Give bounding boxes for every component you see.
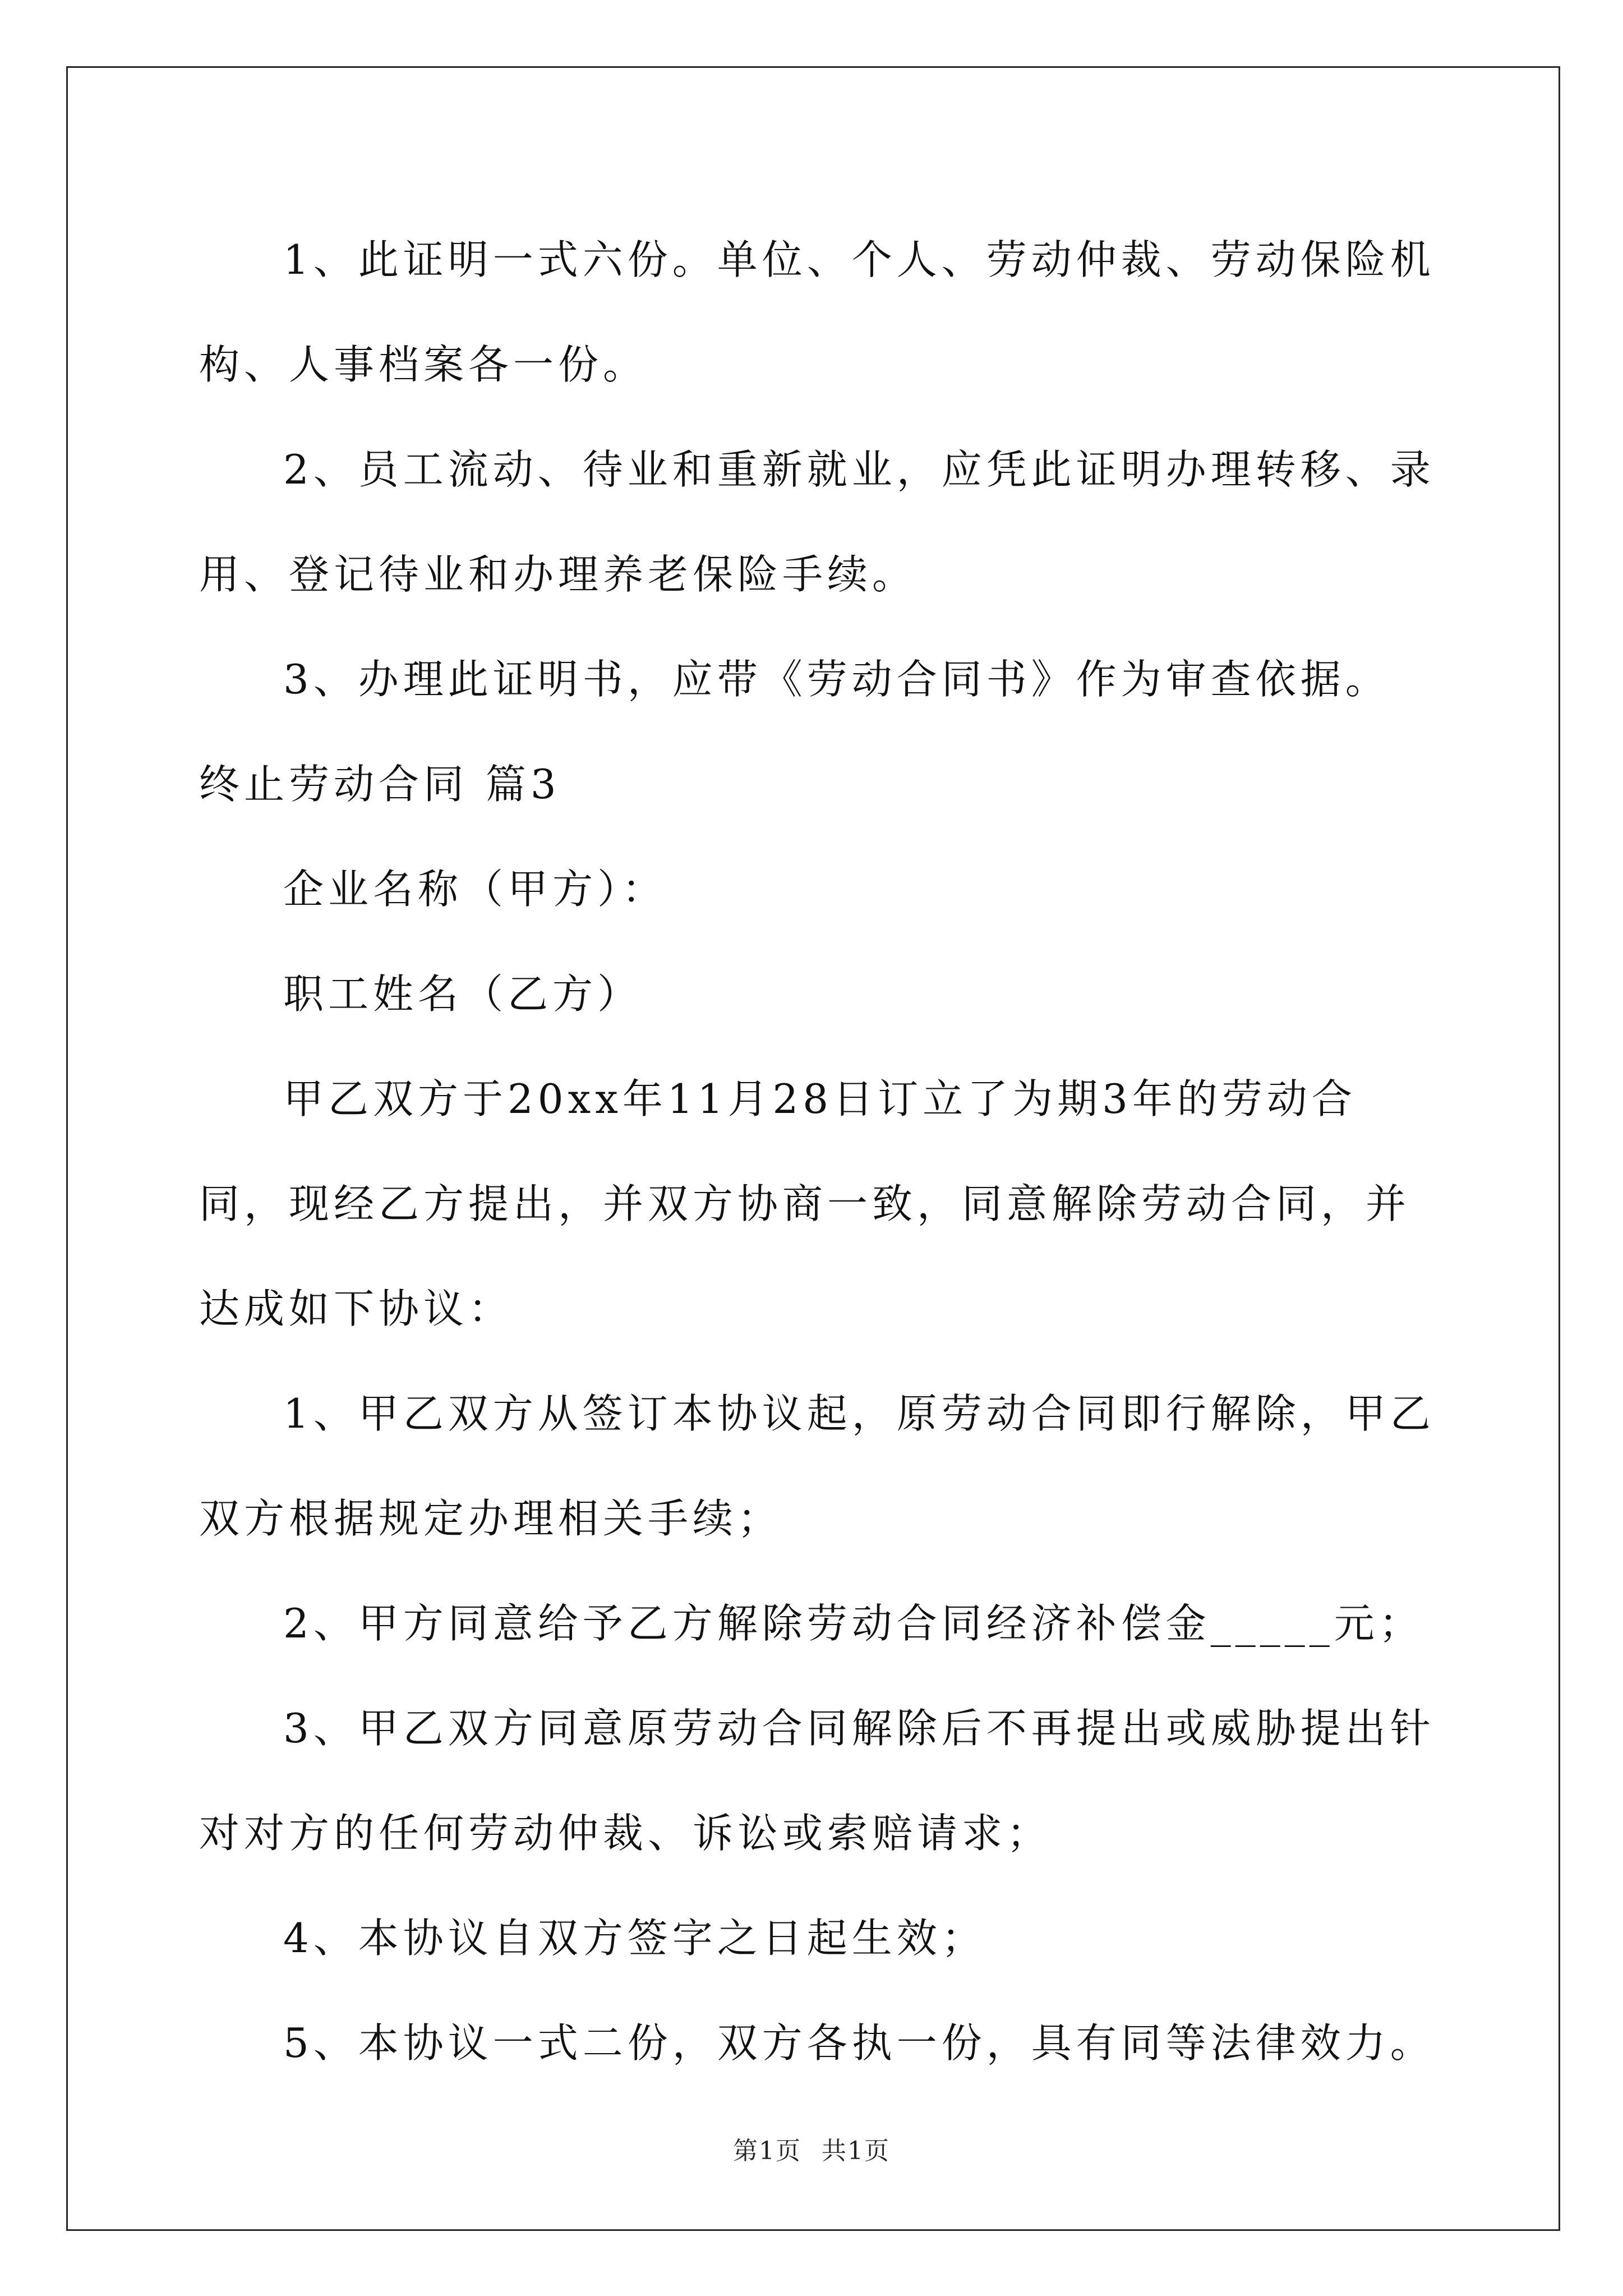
page-number: 第1页 (733, 2137, 801, 2165)
paragraph-copies: 1、此证明一式六份。单位、个人、劳动仲裁、劳动保险机构、人事档案各一份。 (199, 236, 1435, 388)
page-footer (0, 2131, 1623, 2166)
clause-5: 5、本协议一式二份，双方各执一份，具有同等法律效力。 (283, 2019, 1435, 2067)
clause-3: 3、甲乙双方同意原劳动合同解除后不再提出或威胁提出针对对方的任何劳动仲裁、诉讼或索赔请求； (199, 1705, 1435, 1857)
clause-2: 2、甲方同意给予乙方解除劳动合同经济补偿金_____元； (283, 1600, 1424, 1647)
section-heading: 终止劳动合同 篇3 (199, 761, 561, 808)
clause-4: 4、本协议自双方签字之日起生效； (283, 1915, 986, 1962)
paragraph-transfer: 2、员工流动、待业和重新就业，应凭此证明办理转移、录用、登记待业和办理养老保险手续。 (199, 446, 1435, 598)
agreement-intro: 甲乙双方于20xx年11月28日订立了为期3年的劳动合同，现经乙方提出，并双方协商一致，同意解除劳动合同，并达成如下协议： (199, 1075, 1411, 1332)
page-count: 共1页 (822, 2137, 890, 2165)
party-b-field: 职工姓名（乙方） (283, 970, 643, 1018)
document-body (199, 208, 1436, 2096)
party-a-field: 企业名称（甲方）： (283, 866, 667, 913)
paragraph-certificate: 3、办理此证明书，应带《劳动合同书》作为审查依据。 (283, 656, 1390, 703)
clause-1: 1、甲乙双方从签订本协议起，原劳动合同即行解除，甲乙双方根据规定办理相关手续； (199, 1390, 1435, 1542)
